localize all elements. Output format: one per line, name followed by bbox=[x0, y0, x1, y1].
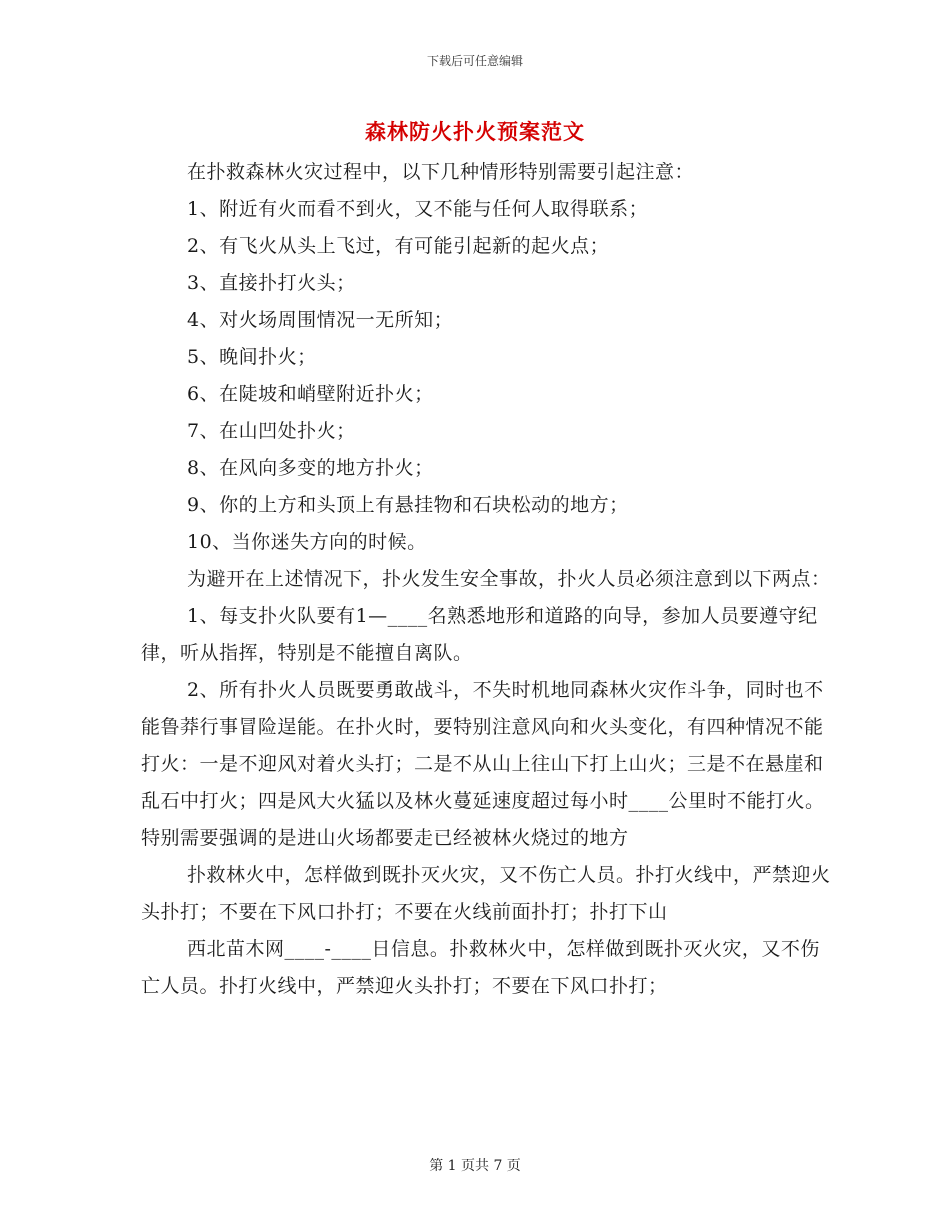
list-item: 9、你的上方和头顶上有悬挂物和石块松动的地方； bbox=[187, 494, 629, 516]
body-paragraph: 西北苗木网____-____日信息。扑救林火中，怎样做到既扑灭火灾，又不伤亡人员。扑打火线中，严禁迎火头扑打；不要在下风口扑打； bbox=[141, 938, 820, 997]
document-body bbox=[141, 154, 831, 1005]
body-paragraph: 扑救林火中，怎样做到既扑灭火灾，又不伤亡人员。扑打火线中，严禁迎火头扑打；不要在下风口扑打；不要在火线前面扑打；扑打下山 bbox=[141, 864, 831, 923]
body-paragraph: 为避开在上述情况下，扑火发生安全事故，扑火人员必须注意到以下两点： bbox=[187, 568, 831, 590]
list-item: 1、附近有火而看不到火，又不能与任何人取得联系； bbox=[187, 198, 649, 220]
body-paragraph: 1、每支扑火队要有1—____名熟悉地形和道路的向导，参加人员要遵守纪律，听从指挥，特别是不能擅自离队。 bbox=[141, 605, 818, 664]
list-item: 3、直接扑打火头； bbox=[187, 272, 356, 294]
list-item: 6、在陡坡和峭壁附近扑火； bbox=[187, 383, 434, 405]
body-paragraph: 2、所有扑火人员既要勇敢战斗，不失时机地同森林火灾作斗争，同时也不能鲁莽行事冒险逞能。在扑火时，要特别注意风向和火头变化，有四种情况不能打火：一是不迎风对着火头打；二是不从山上往山下打上山火；三是不在悬崖和乱石中打火；四是风大火猛以及林火蔓延速度超过每小时____公里时不能打火。特别需要强调的是进山火场都要走已经被林火烧过的地方 bbox=[141, 679, 825, 849]
list-item: 10、当你迷失方向的时候。 bbox=[187, 531, 427, 553]
list-item: 4、对火场周围情况一无所知； bbox=[187, 309, 454, 331]
document-title: 森林防火扑火预案范文 bbox=[365, 119, 585, 144]
intro-paragraph: 在扑救森林火灾过程中，以下几种情形特别需要引起注意： bbox=[187, 161, 695, 183]
list-item: 5、晚间扑火； bbox=[187, 346, 317, 368]
list-item: 8、在风向多变的地方扑火； bbox=[187, 457, 434, 479]
list-item: 2、有飞火从头上飞过，有可能引起新的起火点； bbox=[187, 235, 610, 257]
page-footer: 第 1 页共 7 页 bbox=[429, 1158, 521, 1174]
list-item: 7、在山凹处扑火； bbox=[187, 420, 356, 442]
page-header: 下载后可任意编辑 bbox=[426, 54, 523, 68]
